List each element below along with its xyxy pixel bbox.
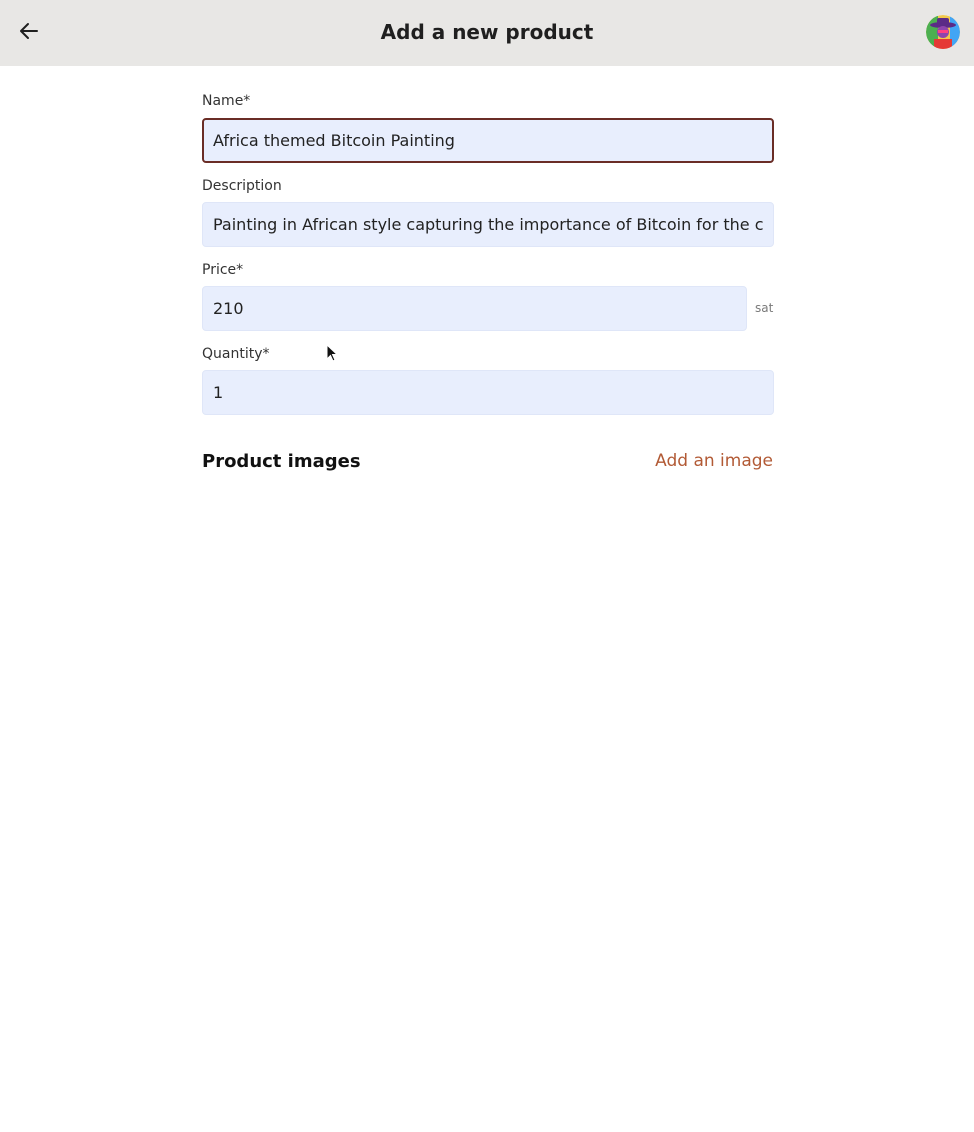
price-label: Price* <box>202 262 244 278</box>
price-field[interactable] <box>202 286 747 331</box>
quantity-label: Quantity* <box>202 346 270 362</box>
quantity-field[interactable] <box>202 370 774 415</box>
mouse-pointer-icon <box>326 344 340 364</box>
top-app-bar <box>0 0 974 66</box>
description-field[interactable] <box>202 202 774 247</box>
description-label: Description <box>202 178 282 194</box>
add-image-button[interactable]: Add an image <box>655 451 773 471</box>
name-label: Name* <box>202 93 251 109</box>
price-unit: sat <box>755 301 774 315</box>
arrow-left-icon <box>19 21 39 41</box>
avatar-icon <box>926 15 960 49</box>
page-title: Add a new product <box>380 20 594 44</box>
user-avatar[interactable] <box>926 15 960 49</box>
product-images-heading: Product images <box>202 451 361 472</box>
back-button[interactable] <box>12 14 46 48</box>
name-field[interactable] <box>202 118 774 163</box>
